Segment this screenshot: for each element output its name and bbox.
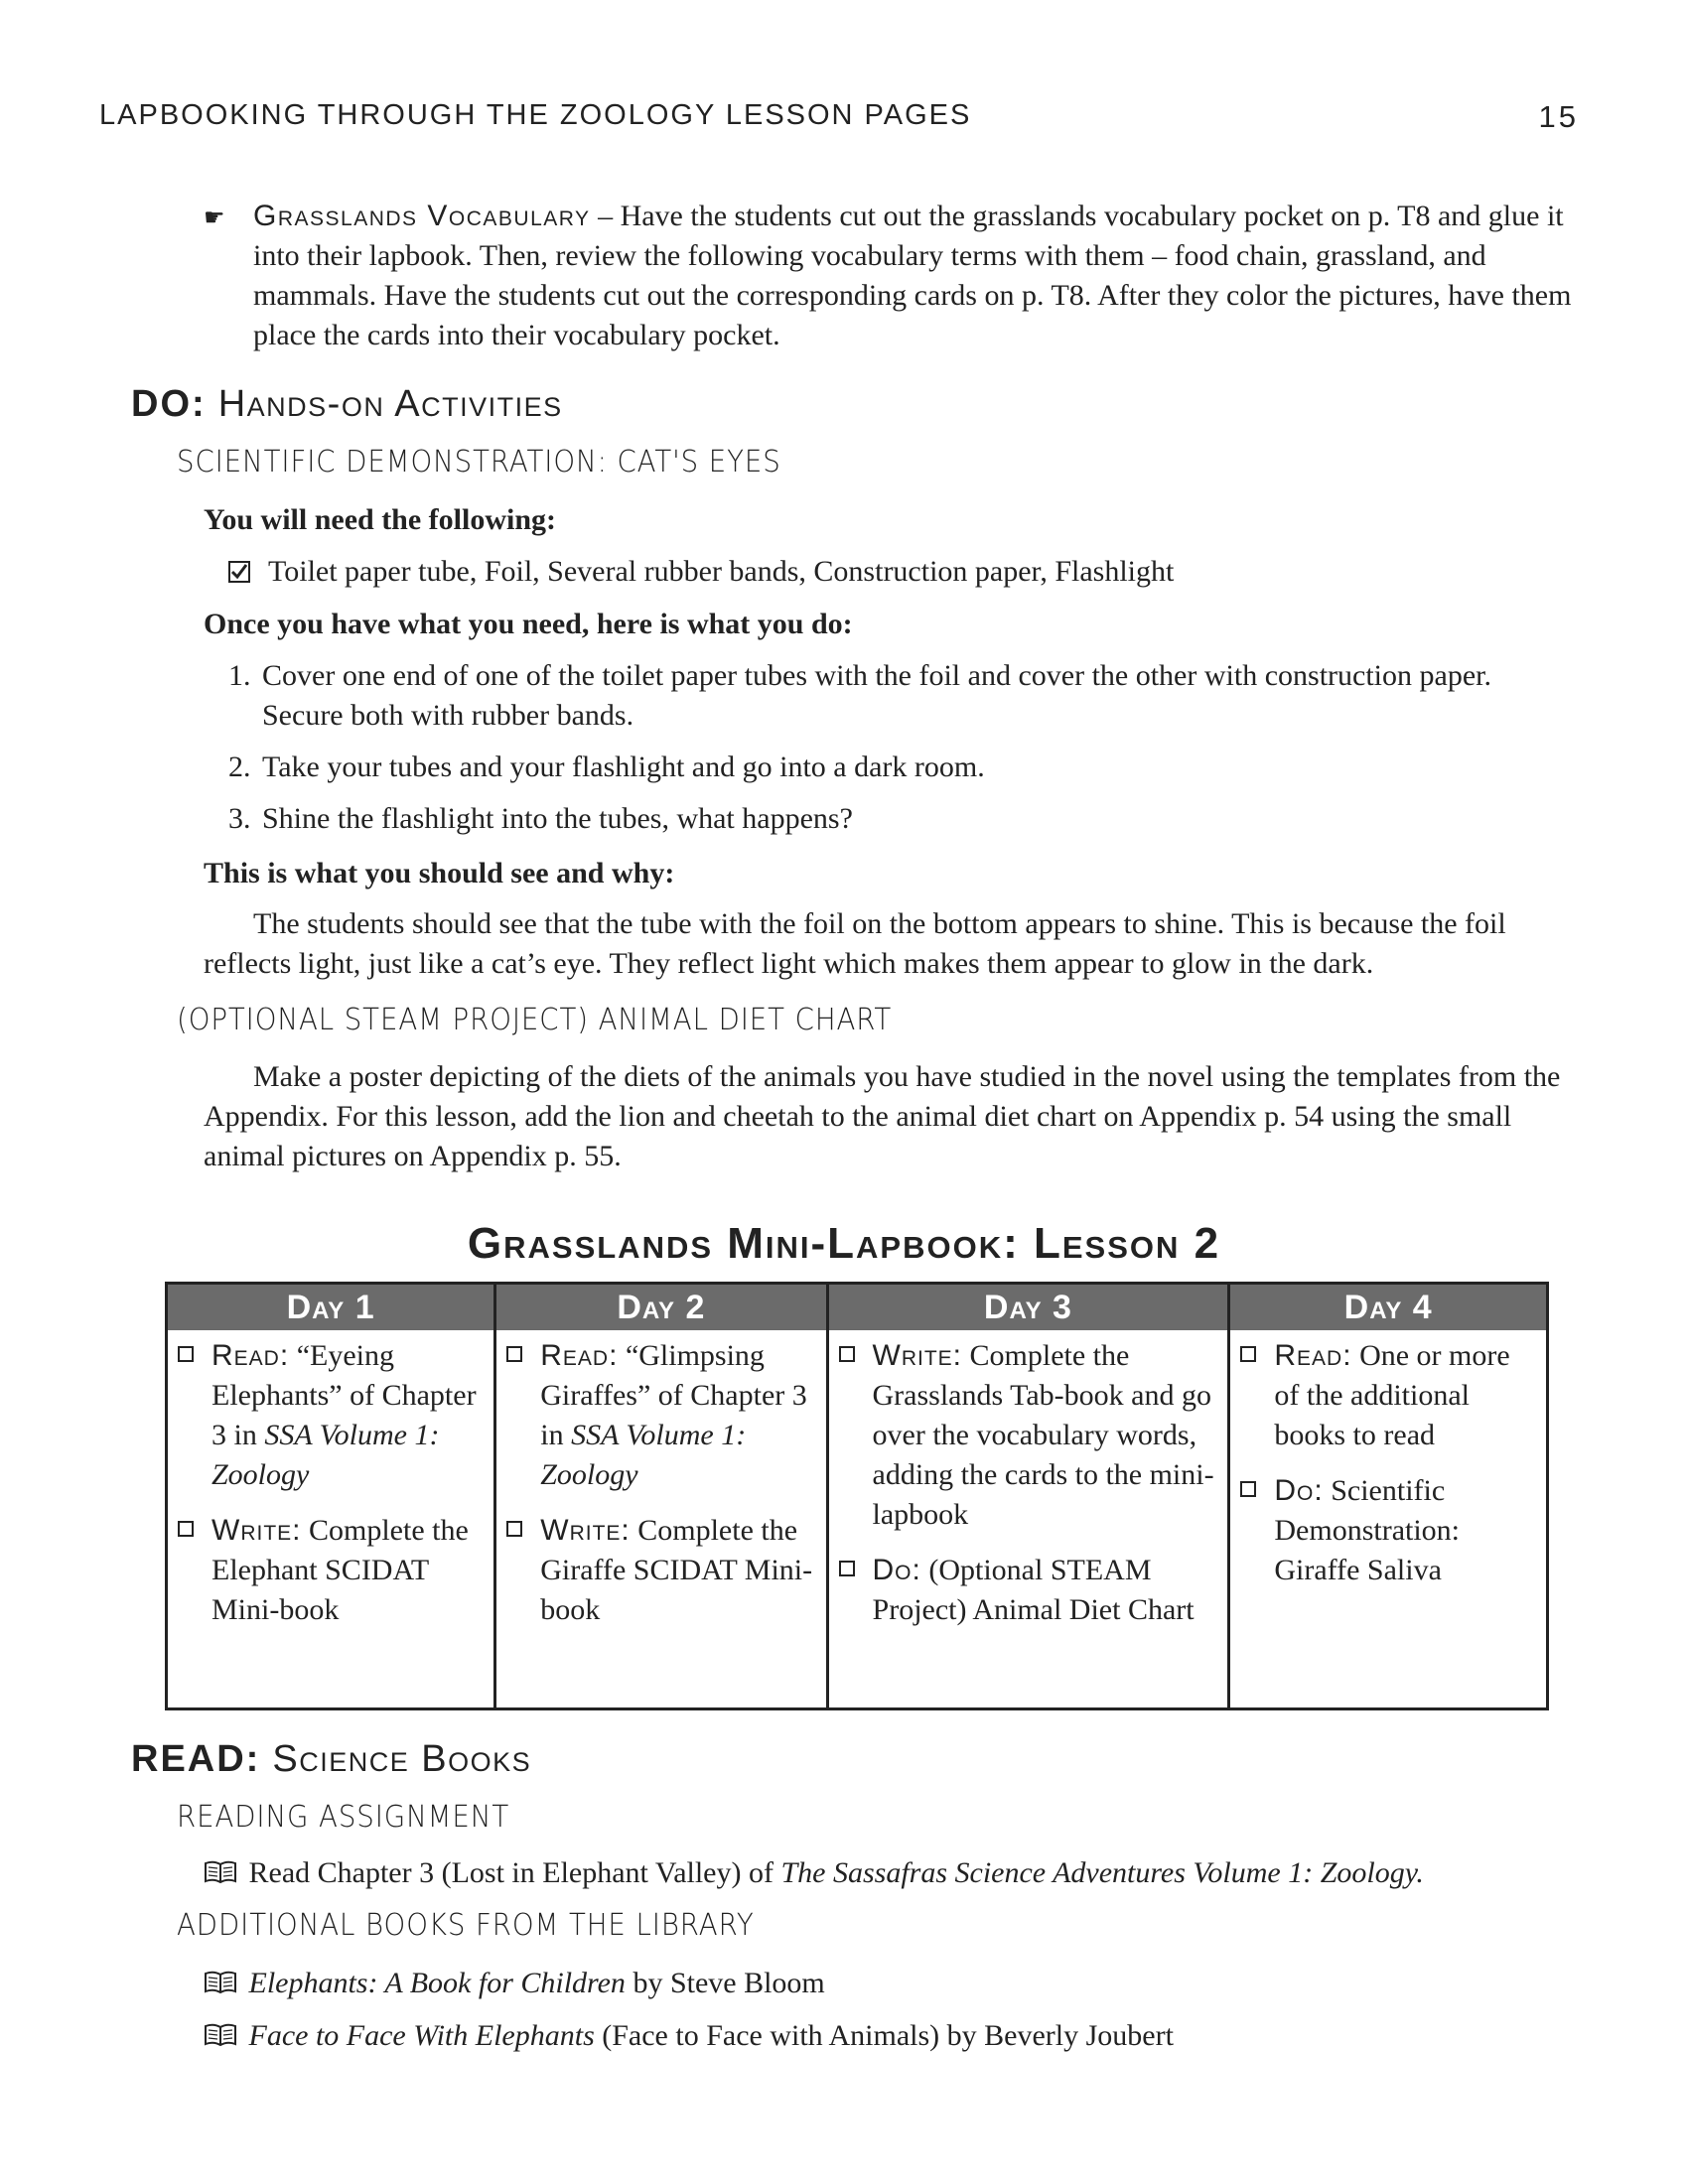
reading-assignment-heading: READING ASSIGNMENT xyxy=(177,1800,510,1835)
step-item: 3. Shine the flashlight into the tubes, what happens? xyxy=(228,802,853,835)
read-title: Science Books xyxy=(260,1738,532,1780)
step-item: 1. Cover one end of one of the toilet paper tubes with the foil and cover the other with construction paper. Secure both with rubber bands. xyxy=(228,659,1491,732)
day-1-cell xyxy=(167,1330,495,1709)
materials-text: Toilet paper tube, Foil, Several rubber bands, Construction paper, Flashlight xyxy=(268,555,1175,588)
steam-text: Make a poster depicting of the diets of the animals you have studied in the novel using the templates from the Appendix. For this lesson, add the lion and cheetah to the animal diet chart on Appendix p. 54 using the small animal pictures on Appendix p. 55. xyxy=(204,1060,1561,1172)
day-2-cell xyxy=(495,1330,827,1709)
pointer-bullet-icon: ☛ xyxy=(204,205,225,231)
read-section-heading xyxy=(131,1737,531,1781)
mini-lapbook-title: Grasslands Mini-Lapbook: Lesson 2 xyxy=(467,1219,1221,1268)
task-item: Read: “Glimpsing Giraffes” of Chapter 3 in SSA Volume 1: Zoology xyxy=(506,1336,815,1495)
task-item: Write: Complete the Giraffe SCIDAT Mini-book xyxy=(506,1511,815,1630)
task-item: Read: “Eyeing Elephants” of Chapter 3 in SSA Volume 1: Zoology xyxy=(178,1336,484,1495)
checkbox[interactable] xyxy=(178,1346,194,1362)
checkbox[interactable] xyxy=(506,1521,522,1537)
vocab-text: – Have the students cut out the grasslands vocabulary pocket on p. T8 and glue it into their lapbook. Then, review the following vocabulary terms with them – food chain, grassland, and mammals. Have the students cut out the corresponding cards on p. T8. After they color the pictures, have them place the cards into their vocabulary pocket. xyxy=(253,200,1572,351)
checkbox[interactable] xyxy=(839,1346,855,1362)
day-4-cell xyxy=(1229,1330,1548,1709)
checkbox[interactable] xyxy=(839,1561,855,1576)
steps-list xyxy=(211,656,1531,839)
read-tag: READ: xyxy=(131,1738,261,1780)
checkbox[interactable] xyxy=(178,1521,194,1537)
task-item: Do: (Optional STEAM Project) Animal Diet Chart xyxy=(839,1551,1218,1630)
library-books-heading: ADDITIONAL BOOKS FROM THE LIBRARY xyxy=(177,1908,755,1943)
do-section-heading xyxy=(131,382,563,426)
library-book-item: Elephants: A Book for Children by Steve Bloom xyxy=(204,1964,825,2003)
table-header-row xyxy=(167,1284,1548,1331)
running-head: LAPBOOKING THROUGH THE ZOOLOGY LESSON PAGES xyxy=(99,99,972,131)
checked-box-icon xyxy=(228,561,250,583)
day-4-header: Day 4 xyxy=(1229,1284,1548,1331)
open-book-icon xyxy=(204,1859,237,1885)
day-2-header: Day 2 xyxy=(495,1284,827,1331)
day-1-header: Day 1 xyxy=(167,1284,495,1331)
do-label: Once you have what you need, here is what you do: xyxy=(204,608,853,640)
reading-assignment-line: Read Chapter 3 (Lost in Elephant Valley) of The Sassafras Science Adventures Volume 1: Zoology. xyxy=(204,1853,1424,1893)
lesson-schedule-table xyxy=(165,1282,1549,1710)
task-item: Read: One or more of the additional books to read xyxy=(1240,1336,1536,1455)
see-text: The students should see that the tube with the foil on the bottom appears to shine. This is because the foil reflects light, just like a cat’s eye. They reflect light which makes them appear to glow in the dark. xyxy=(204,907,1506,980)
open-book-icon xyxy=(204,2022,237,2048)
need-label: You will need the following: xyxy=(204,503,557,536)
demo-heading: SCIENTIFIC DEMONSTRATION: CAT'S EYES xyxy=(177,445,781,479)
steam-heading: (OPTIONAL STEAM PROJECT) ANIMAL DIET CHART xyxy=(177,1003,893,1037)
do-title: Hands-on Activities xyxy=(206,383,563,425)
materials-line xyxy=(228,552,1174,592)
page-number: 15 xyxy=(1538,99,1579,134)
day-3-header: Day 3 xyxy=(827,1284,1229,1331)
do-tag: DO: xyxy=(131,383,207,425)
checkbox[interactable] xyxy=(1240,1346,1256,1362)
vocab-tag: Grasslands Vocabulary xyxy=(253,200,591,232)
task-item: Do: Scientific Demonstration: Giraffe Saliva xyxy=(1240,1471,1536,1590)
checkbox[interactable] xyxy=(506,1346,522,1362)
library-book-item: Face to Face With Elephants (Face to Face with Animals) by Beverly Joubert xyxy=(204,2016,1174,2056)
checkbox[interactable] xyxy=(1240,1481,1256,1497)
task-item: Write: Complete the Elephant SCIDAT Mini-book xyxy=(178,1511,484,1630)
table-row xyxy=(167,1330,1548,1709)
vocab-paragraph xyxy=(204,197,1574,355)
day-3-cell xyxy=(827,1330,1229,1709)
step-item: 2. Take your tubes and your flashlight and go into a dark room. xyxy=(228,751,985,783)
task-item: Write: Complete the Grasslands Tab-book and go over the vocabulary words, adding the cards to the mini-lapbook xyxy=(839,1336,1218,1535)
open-book-icon xyxy=(204,1970,237,1995)
see-label: This is what you should see and why: xyxy=(204,857,675,889)
